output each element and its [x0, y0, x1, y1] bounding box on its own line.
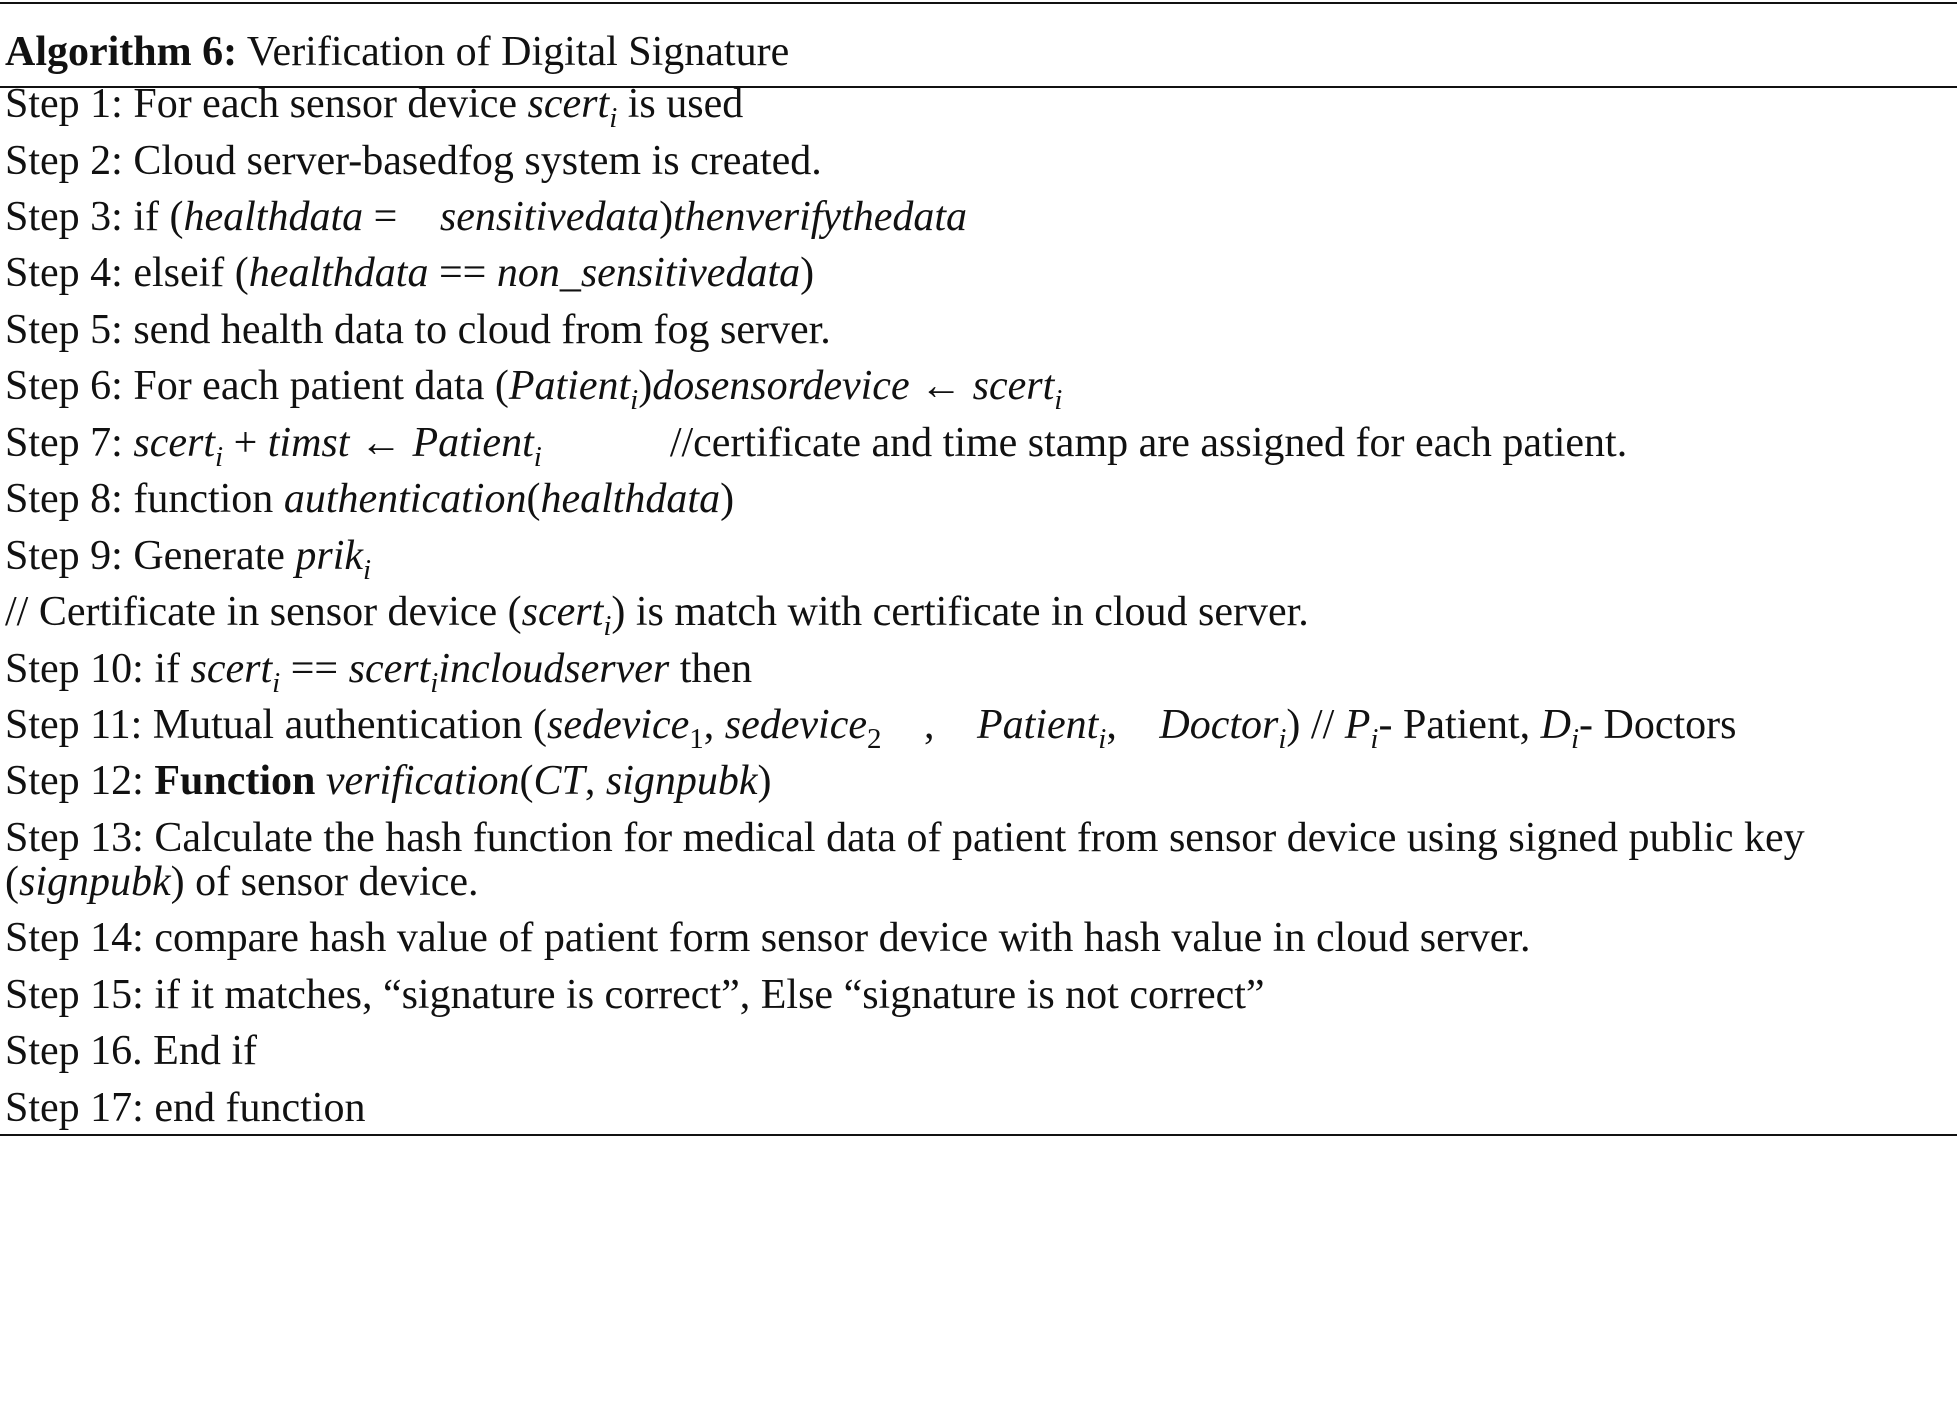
paren: )	[659, 194, 674, 240]
math-sub: i	[215, 441, 224, 473]
comma: ,	[703, 702, 725, 748]
comment-line	[5, 588, 1309, 642]
math-var: D	[1540, 702, 1571, 748]
math-var: healthdata	[540, 476, 721, 522]
math-sub: i	[630, 384, 639, 416]
math-var: P	[1344, 702, 1371, 748]
math-op: ==	[428, 250, 497, 296]
math-var: CT	[533, 758, 585, 804]
math-var: healthdata	[248, 250, 429, 296]
paren: (	[526, 476, 541, 522]
step-text: Step 8: function	[5, 476, 284, 522]
math-var: sensitivedata	[439, 194, 660, 240]
paren: (	[507, 589, 522, 635]
math-var: sedevice	[547, 702, 690, 748]
step-7	[5, 419, 1628, 473]
math-var: scert	[521, 589, 604, 635]
step-8	[5, 475, 734, 523]
math-op: =	[363, 194, 408, 240]
paren: )	[170, 859, 185, 905]
step-text: Step 11: Mutual authentication	[5, 702, 534, 748]
step-11	[5, 701, 1737, 755]
step-2	[5, 137, 822, 185]
algorithm-title-text: Verification of Digital Signature	[237, 29, 790, 75]
math-var: thenverifythedata	[673, 194, 968, 240]
paren: )	[720, 476, 735, 522]
math-sub: i	[1370, 723, 1379, 755]
math-sub: i	[430, 667, 439, 699]
math-sub: 2	[866, 723, 882, 755]
step-text: //	[1300, 702, 1345, 748]
paren: )	[1286, 702, 1301, 748]
paren: )	[638, 363, 653, 409]
step-9	[5, 532, 372, 586]
bottom-rule	[0, 1134, 1957, 1136]
step-1	[5, 80, 744, 134]
step-text: - Patient,	[1378, 702, 1541, 748]
math-var: Doctor	[1159, 702, 1279, 748]
math-var: non_sensitivedata	[496, 250, 801, 296]
comma: ,	[913, 702, 945, 748]
step-15	[5, 971, 1265, 1019]
step-text: Step 15: if it matches, “signature is correct”, Else “signature is not correct”	[5, 972, 1265, 1018]
step-text: Step 16. End if	[5, 1028, 257, 1074]
math-var: dosensordevice	[652, 363, 910, 409]
step-text: Step 7:	[5, 420, 134, 466]
step-text: Step 17: end function	[5, 1085, 366, 1131]
math-var: sedevice	[724, 702, 867, 748]
paren: (	[169, 194, 184, 240]
math-var: scert	[190, 646, 273, 692]
step-comment: //certificate and time stamp are assigned for each patient.	[669, 420, 1628, 466]
math-var: authentication	[283, 476, 527, 522]
paren: )	[611, 589, 626, 635]
keyword: Function	[154, 758, 316, 804]
math-var: Patient	[976, 702, 1099, 748]
arrow: ←	[349, 420, 413, 466]
step-text: then	[669, 646, 753, 692]
paren: (	[5, 859, 19, 905]
top-rule	[0, 2, 1957, 4]
step-14	[5, 914, 1531, 962]
step-text: is match with certificate in cloud server.	[625, 589, 1309, 635]
math-var: incloudserver	[438, 646, 670, 692]
step-text: Step 13: Calculate the hash function for medical data of patient from sensor device using signed public key	[5, 815, 1805, 861]
paren: )	[757, 758, 772, 804]
step-13	[5, 814, 1805, 862]
math-var: prik	[295, 533, 364, 579]
math-var: timst	[267, 420, 350, 466]
paren: (	[234, 250, 249, 296]
math-sub: i	[603, 610, 612, 642]
paren: (	[494, 363, 509, 409]
comma: ,	[584, 758, 606, 804]
math-op: +	[223, 420, 268, 466]
step-text: is used	[617, 81, 744, 127]
algorithm-label: Algorithm 6:	[5, 29, 238, 75]
math-sub: i	[1278, 723, 1287, 755]
math-var: signpubk	[605, 758, 758, 804]
math-op: ==	[280, 646, 349, 692]
step-6	[5, 362, 1063, 416]
math-var: scert	[527, 81, 610, 127]
step-17	[5, 1084, 365, 1132]
math-sub: i	[1570, 723, 1580, 755]
step-10	[5, 645, 753, 699]
math-sub: i	[363, 554, 372, 586]
comma: ,	[1106, 702, 1128, 748]
step-3	[5, 193, 967, 241]
algorithm-title	[5, 28, 789, 76]
paren: )	[800, 250, 815, 296]
arrow: ←	[909, 363, 973, 409]
paren: (	[519, 758, 534, 804]
step-text: // Certificate in sensor device	[5, 589, 508, 635]
step-text: of sensor device.	[184, 859, 479, 905]
step-12	[5, 757, 772, 805]
math-var: scert	[348, 646, 431, 692]
step-text: Step 6: For each patient data	[5, 363, 495, 409]
step-text: Step 4: elseif	[5, 250, 235, 296]
math-sub: i	[609, 102, 618, 134]
step-text: Step 5: send health data to cloud from fog server.	[5, 307, 831, 353]
paren: (	[533, 702, 548, 748]
math-var: healthdata	[183, 194, 364, 240]
step-text: Step 1: For each sensor device	[5, 81, 528, 127]
step-16	[5, 1027, 257, 1075]
step-text: Step 10: if	[5, 646, 191, 692]
step-text: Step 12:	[5, 758, 155, 804]
step-4	[5, 249, 814, 297]
math-var: signpubk	[19, 859, 171, 905]
step-text: - Doctors	[1579, 702, 1737, 748]
math-sub: i	[1098, 723, 1107, 755]
step-text: Step 3: if	[5, 194, 170, 240]
math-sub: i	[533, 441, 542, 473]
step-13-cont	[5, 858, 479, 906]
step-text: Step 9: Generate	[5, 533, 296, 579]
math-sub: 1	[689, 723, 704, 755]
step-text: Step 14: compare hash value of patient form sensor device with hash value in cloud server.	[5, 915, 1531, 961]
math-var: Patient	[508, 363, 631, 409]
math-sub: i	[1054, 384, 1063, 416]
math-sub: i	[272, 667, 281, 699]
step-5	[5, 306, 831, 354]
math-var: Patient	[412, 420, 534, 466]
math-var: verification	[315, 758, 520, 804]
math-var: scert	[133, 420, 215, 466]
math-var: scert	[972, 363, 1055, 409]
step-text: Step 2: Cloud server-basedfog system is created.	[5, 138, 822, 184]
